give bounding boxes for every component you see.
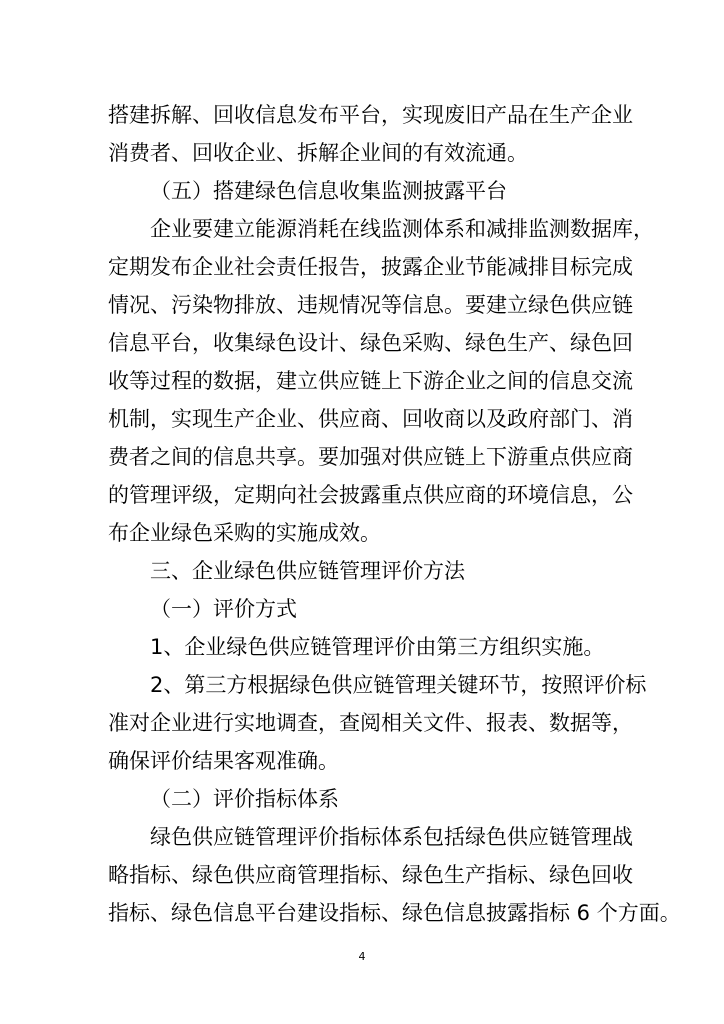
subsection-heading: （一）评价方式 bbox=[150, 597, 297, 621]
body-text-line: 2、第三方根据绿色供应链管理关键环节，按照评价标 bbox=[150, 673, 647, 697]
body-text-line: 布企业绿色采购的实施成效。 bbox=[108, 521, 381, 545]
section-heading: 三、企业绿色供应链管理评价方法 bbox=[150, 559, 465, 583]
body-text-line: 确保评价结果客观准确。 bbox=[108, 749, 339, 773]
body-text-line: 收等过程的数据，建立供应链上下游企业之间的信息交流 bbox=[108, 369, 633, 393]
body-text-line: 略指标、绿色供应商管理指标、绿色生产指标、绿色回收 bbox=[108, 863, 633, 887]
body-text-line: 机制，实现生产企业、供应商、回收商以及政府部门、消 bbox=[108, 407, 633, 431]
body-text-line: 定期发布企业社会责任报告，披露企业节能减排目标完成 bbox=[108, 255, 633, 279]
body-text-line: 消费者、回收企业、拆解企业间的有效流通。 bbox=[108, 141, 528, 165]
body-text-line: 企业要建立能源消耗在线监测体系和减排监测数据库， bbox=[150, 217, 654, 241]
body-text-line: 绿色供应链管理评价指标体系包括绿色供应链管理战 bbox=[150, 825, 633, 849]
body-text-line: 指标、绿色信息平台建设指标、绿色信息披露指标 6 个方面。 bbox=[108, 901, 681, 925]
body-text-line: 搭建拆解、回收信息发布平台，实现废旧产品在生产企业 bbox=[108, 103, 633, 127]
body-text-line: 1、企业绿色供应链管理评价由第三方组织实施。 bbox=[150, 635, 605, 659]
body-text-line: 信息平台，收集绿色设计、绿色采购、绿色生产、绿色回 bbox=[108, 331, 633, 355]
body-text-line: 的管理评级，定期向社会披露重点供应商的环境信息，公 bbox=[108, 483, 633, 507]
body-text-line: 准对企业进行实地调查，查阅相关文件、报表、数据等， bbox=[108, 711, 633, 735]
body-text-line: 情况、污染物排放、违规情况等信息。要建立绿色供应链 bbox=[108, 293, 633, 317]
subsection-heading: （二）评价指标体系 bbox=[150, 787, 339, 811]
body-text-line: 费者之间的信息共享。要加强对供应链上下游重点供应商 bbox=[108, 445, 633, 469]
section-heading: （五）搭建绿色信息收集监测披露平台 bbox=[150, 179, 507, 203]
page-number: 4 bbox=[358, 950, 366, 963]
